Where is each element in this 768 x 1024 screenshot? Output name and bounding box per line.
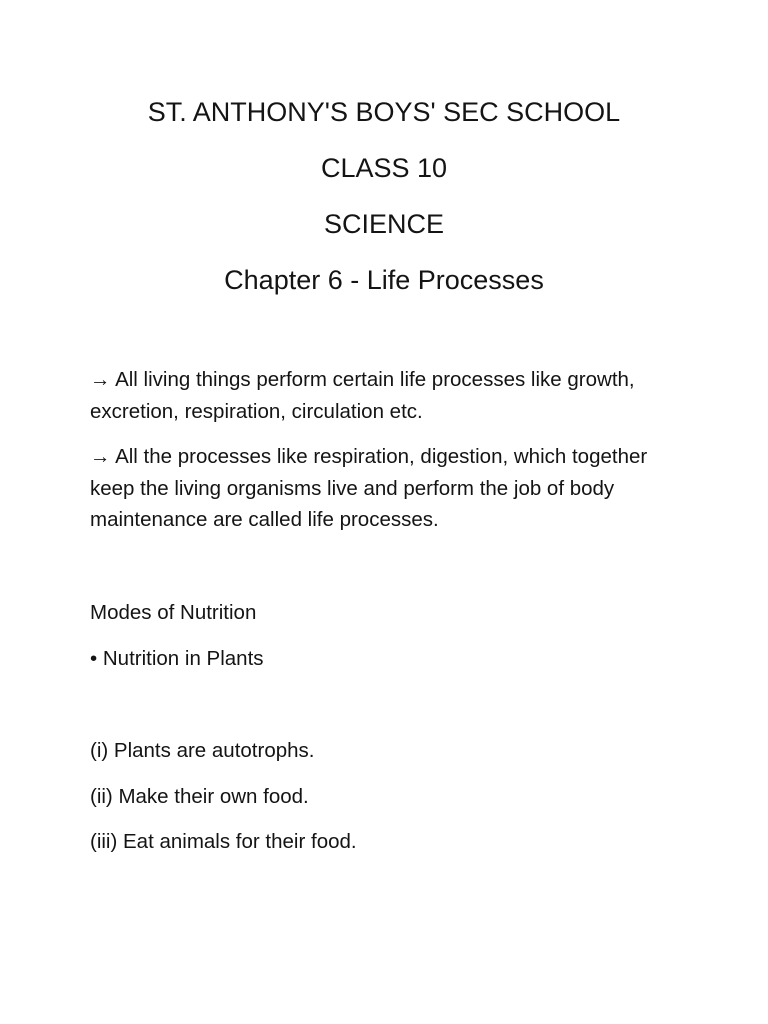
nutrition-heading: Modes of Nutrition: [90, 601, 257, 624]
school-name: ST. ANTHONY'S BOYS' SEC SCHOOL: [147, 97, 621, 127]
intro-point-1: → All living things perform certain life processes like growth, excretion, respiration, circulation etc.: [90, 368, 635, 423]
nutrition-subheading: • Nutrition in Plants: [90, 647, 264, 670]
subject-label: SCIENCE: [323, 209, 445, 239]
list-item: (ii) Make their own food.: [90, 785, 309, 808]
class-label: CLASS 10: [320, 153, 448, 183]
list-item: (iii) Eat animals for their food.: [90, 830, 357, 853]
chapter-title: Chapter 6 - Life Processes: [224, 265, 544, 295]
intro-point-2: → All the processes like respiration, digestion, which together keep the living organisms live and perform the job of body maintenance are called life processes.: [90, 445, 648, 531]
list-item: (i) Plants are autotrophs.: [90, 739, 315, 762]
document-header: [0, 92, 768, 316]
